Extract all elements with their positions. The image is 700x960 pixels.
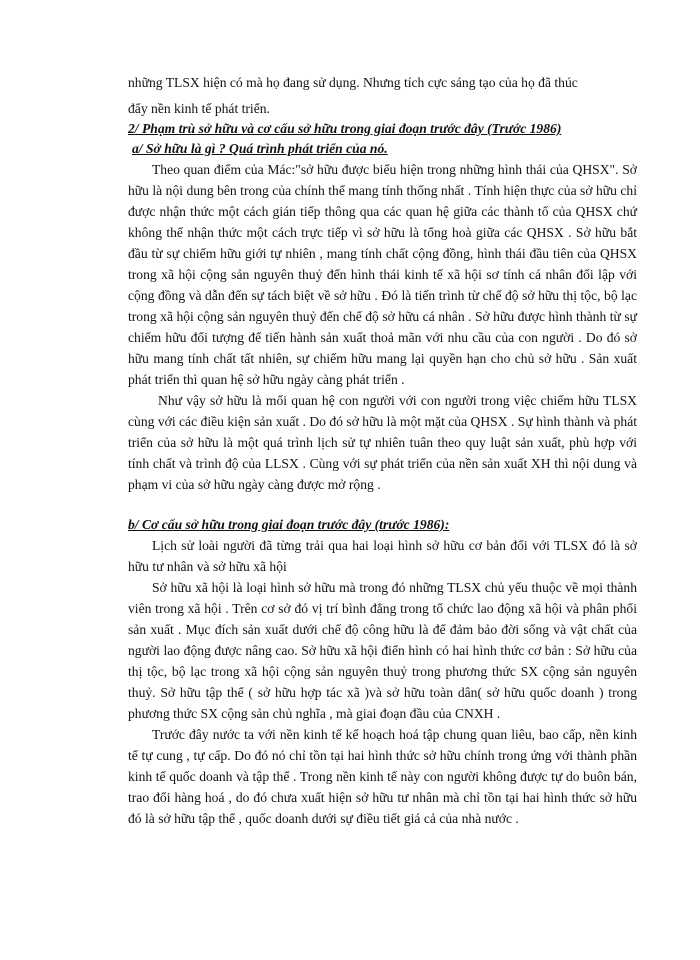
paragraph-2b-1: Lịch sử loài người đã từng trải qua hai loại hình sở hữu cơ bản đối với TLSX đó là sở hữu tư nhân và sở hữu xã hội: [128, 538, 637, 574]
paragraph-2b-2: Sở hữu xã hội là loại hình sở hữu mà trong đó những TLSX chủ yếu thuộc về mọi thành viên trong xã hội . Trên cơ sở đó vị trí bình đẳng trong tổ chức lao động xã hội và phân phối sản xuất . Mục đích sản xuất dưới chế độ công hữu là để đảm bảo đời sống và vật chất của người lao động được nâng cao. Sở hữu xã hội điển hình có hai hình thức cơ bản : Sở hữu của thị tộc, bộ lạc trong xã hội cộng sản nguyên thuỷ trong phương thức SX cộng sản nguyên thuỷ. Sở hữu tập thể ( sở hữu hợp tác xã )và sở hữu toàn dân( sở hữu quốc doanh ) trong phương thức SX cộng sản chủ nghĩa , mà giai đoạn đầu của CNXH .: [128, 580, 637, 721]
section-2b-heading: b/ Cơ cấu sở hữu trong giai đoạn trước đây (trước 1986):: [128, 517, 450, 532]
intro-line-2: đẩy nền kinh tế phát triển.: [128, 101, 270, 116]
intro-line-1: những TLSX hiện có mà họ đang sử dụng. Nhưng tích cực sáng tạo của họ đã thúc: [128, 75, 578, 90]
paragraph-2a-1: Theo quan điểm của Mác:"sở hữu được biểu hiện trong những hình thái của QHSX". Sở hữu là nội dung bên trong của chính thể mang tính thống nhất . Tính hiện thực của sở hữu chỉ được nhận thức một cách gián tiếp thông qua các quan hệ giữa các thành tố của QHSX chứ không thể nhận thức một cách trực tiếp vì sở hữu là tổng hoà giữa các QHSX . Sở hữu bắt đầu từ sự chiếm hữu giới tự nhiên , mang tính chất cộng đồng, hình thái đầu tiên của QHSX trong xã hội cộng sản nguyên thuỷ đến hình thái kinh tế xã hội sơ tính cá nhân đối lập với cộng đồng và dẫn đến sự tách biệt về sở hữu . Đó là tiến trình từ chế độ sở hữu thị tộc, bộ lạc trong xã hội cộng sản nguyên thuỷ đến chế độ sở hữu cá nhân . Sở hữu được hình thành từ sự chiếm hữu đối tượng để tiến hành sản xuất thoả mãn với nhu cầu của con người . Do đó sở hữu mang tính chất tất nhiên, sự chiếm hữu mang lại quyền hạn cho chủ sở hữu . Sản xuất phát triển thì quan hệ sở hữu ngày càng phát triển .: [128, 162, 637, 387]
paragraph-2b-3: Trước đây nước ta với nền kinh tế kế hoạch hoá tập chung quan liêu, bao cấp, nền kinh tế tự cung , tự cấp. Do đó nó chỉ tồn tại hai hình thức sở hữu chính trong ứng với thành phần kinh tế quốc doanh và tập thể . Trong nền kinh tế này con người không được tự do buôn bán, trao đổi hàng hoá , do đó chưa xuất hiện sở hữu tư nhân mà chỉ tồn tại hai hình thức sở hữu đó là sở hữu tập thể , quốc doanh dưới sự điều tiết giá cả của nhà nước .: [128, 727, 637, 826]
section-2-heading: 2/ Phạm trù sở hữu và cơ cấu sở hữu trong giai đoạn trước đây (Trước 1986): [128, 121, 562, 136]
section-spacer: [128, 495, 637, 515]
section-2a-heading: a/ Sở hữu là gì ? Quá trình phát triển của nó.: [132, 141, 388, 156]
paragraph-2a-2: Như vậy sở hữu là mối quan hệ con người với con người trong việc chiếm hữu TLSX cùng với các điều kiện sản xuất . Do đó sở hữu là một mặt của QHSX . Sự hình thành và phát triển của sở hữu là một quá trình lịch sử tự nhiên tuân theo quy luật sản xuất, phù hợp với tính chất và trình độ của LLSX . Cùng với sự phát triển của nền sản xuất XH thì nội dung và phạm vi của sở hữu ngày càng được mở rộng .: [128, 393, 637, 492]
